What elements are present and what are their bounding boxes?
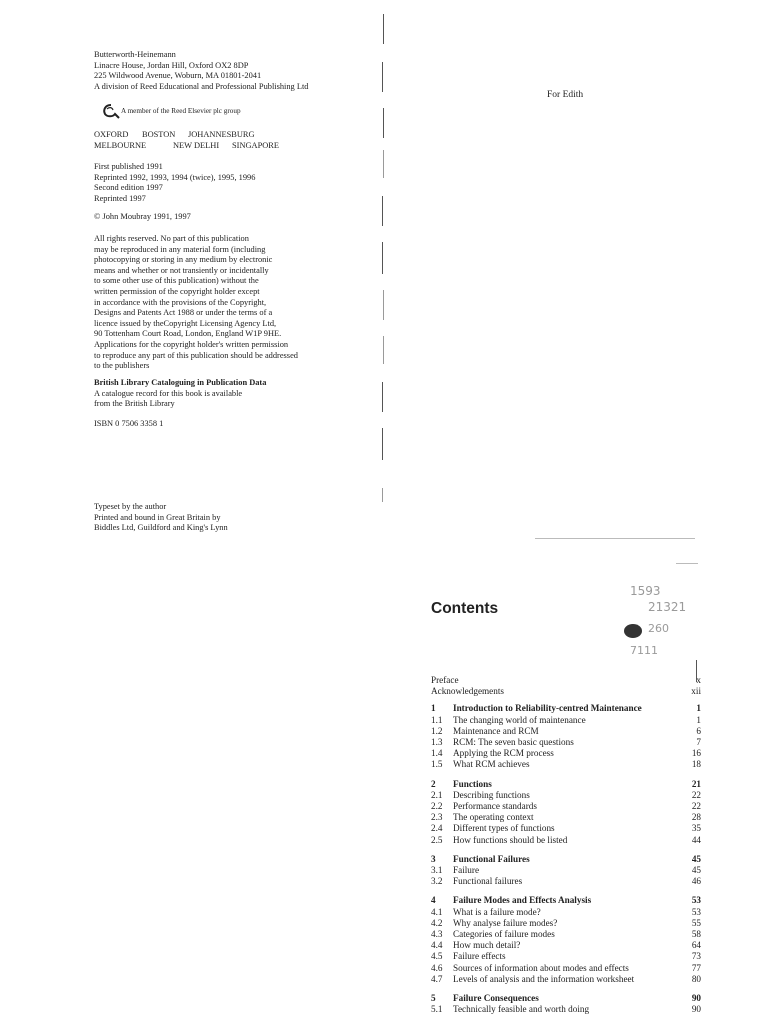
city: BOSTON [142,130,176,139]
chapter-number: 4 [431,895,436,906]
toc-entry-page: xii [691,686,701,697]
handwritten-note: 21321 [648,600,687,614]
section-title: Different types of functions [453,823,555,834]
section-page: 90 [691,1004,701,1015]
section-title: Describing functions [453,789,530,800]
section-title: How much detail? [453,940,521,951]
section-number: 4.4 [431,940,443,951]
publisher-line: Butterworth-Heinemann [94,50,176,59]
section-page: 1 [696,714,701,725]
history-line: Reprinted 1997 [94,193,146,203]
handwritten-note: 1593 [630,584,661,598]
section-number: 4.6 [431,962,443,973]
chapter-number: 1 [431,703,436,714]
section-page: 77 [691,962,701,973]
section-title: Sources of information about modes and effects [453,962,629,973]
toc-chapter [431,779,701,846]
rights-line: may be reproduced in any material form (including [94,244,266,254]
page-divider [535,538,695,539]
toc-chapter [431,854,701,888]
city: NEW DELHI [173,140,220,150]
toc-section[interactable] [431,715,701,726]
section-page: 22 [691,801,701,812]
section-title: Failure [453,865,480,876]
chapter-title: Functional Failures [453,853,530,864]
section-title: Levels of analysis and the information worksheet [453,973,635,984]
history-line: First published 1991 [94,162,163,171]
rights-line: Applications for the copyright holder's written permission [94,339,289,349]
section-title: Why analyse failure modes? [453,917,558,928]
section-title: What RCM achieves [453,759,530,770]
city: SINGAPORE [232,140,279,150]
section-number: 1.2 [431,725,443,736]
section-number: 1.5 [431,759,443,770]
section-page: 18 [691,759,701,770]
cip-data [94,378,266,410]
cip-line: A catalogue record for this book is available [94,388,243,398]
chapter-page: 45 [691,853,701,864]
toc-entry[interactable] [431,675,701,686]
toc-section[interactable] [431,876,701,887]
page-corner-line [676,563,698,564]
section-title: The changing world of maintenance [453,714,586,725]
section-page: 7 [696,737,701,748]
publisher-address [94,50,308,92]
chapter-page: 53 [691,895,701,906]
section-title: The operating context [453,812,534,823]
cip-heading: British Library Cataloguing in Publication Data [94,378,267,387]
section-page: 16 [691,748,701,759]
section-page: 35 [691,823,701,834]
toc-section[interactable] [431,737,701,748]
toc-chapter-heading[interactable] [431,895,701,906]
section-number: 4.3 [431,929,443,940]
section-number: 1.1 [431,714,443,725]
chapter-number: 5 [431,993,436,1004]
section-number: 2.1 [431,789,443,800]
section-number: 1.4 [431,748,443,759]
rights-line: All rights reserved. No part of this publication [94,234,249,243]
history-line: Second edition 1997 [94,183,163,193]
toc-section[interactable] [431,951,701,962]
section-number: 2.4 [431,823,443,834]
rights-line: to the publishers [94,361,150,371]
section-number: 4.2 [431,917,443,928]
section-title: Performance standards [453,801,537,812]
toc-section[interactable] [431,812,701,823]
section-number: 3.2 [431,876,443,887]
toc-section[interactable] [431,790,701,801]
print-line: Typeset by the author [94,502,167,511]
section-title: Applying the RCM process [453,748,554,759]
section-page: 73 [691,951,701,962]
rights-line: to reproduce any part of this publication should be addressed [94,350,298,360]
section-title: Maintenance and RCM [453,725,539,736]
chapter-page: 90 [691,993,701,1004]
reed-elsevier-logo-icon [102,103,120,119]
toc-section[interactable] [431,940,701,951]
section-page: 64 [691,940,701,951]
toc-entry-title: Preface [431,675,459,685]
toc-section[interactable] [431,963,701,974]
section-title: What is a failure mode? [453,906,541,917]
rights-line: photocopying or storing in any medium by electronic [94,255,273,265]
reed-elsevier-member [102,103,241,119]
toc-section[interactable] [431,918,701,929]
chapter-title: Failure Modes and Effects Analysis [453,895,592,906]
section-number: 2.5 [431,834,443,845]
section-page: 80 [691,973,701,984]
toc-chapter-heading[interactable] [431,703,701,714]
section-number: 3.1 [431,865,443,876]
dedication: For Edith [547,90,584,100]
rights-line: written permission of the copyright holder except [94,286,260,296]
chapter-number: 2 [431,778,436,789]
rights-line: Designs and Patents Act 1988 or under the terms of a [94,308,273,318]
toc-chapter-heading[interactable] [431,854,701,865]
city: JOHANNESBURG [188,130,255,139]
toc-section[interactable] [431,801,701,812]
ink-blot [624,624,642,638]
section-number: 1.3 [431,737,443,748]
section-title: Functional failures [453,876,523,887]
handwritten-note: 260 [648,622,669,635]
chapter-number: 3 [431,853,436,864]
toc-entry-page: x [696,675,701,685]
section-page: 28 [691,812,701,823]
chapter-page: 1 [696,703,701,714]
toc-chapter [431,895,701,985]
toc-entry-title: Acknowledgements [431,686,504,697]
table-of-contents [431,675,701,1015]
toc-section[interactable] [431,1004,701,1015]
rights-line: to some other use of this publication) without the [94,276,259,286]
print-line: Biddles Ltd, Guildford and King's Lynn [94,523,228,533]
history-line: Reprinted 1992, 1993, 1994 (twice), 1995, 1996 [94,172,256,182]
print-line: Printed and bound in Great Britain by [94,512,221,522]
section-page: 45 [691,865,701,876]
chapter-title: Functions [453,778,492,789]
cip-line: from the British Library [94,399,175,409]
publication-history [94,162,255,204]
section-page: 55 [691,917,701,928]
section-page: 53 [691,906,701,917]
contents-title: Contents [431,600,499,617]
section-page: 22 [691,789,701,800]
publisher-line: Linacre House, Jordan Hill, Oxford OX2 8DP [94,60,249,70]
section-number: 4.7 [431,973,443,984]
section-title: How functions should be listed [453,834,568,845]
section-number: 4.1 [431,906,443,917]
toc-section[interactable] [431,865,701,876]
section-number: 4.5 [431,951,443,962]
rights-statement [94,234,298,372]
toc-section[interactable] [431,726,701,737]
toc-chapter-heading[interactable] [431,993,701,1004]
cities [94,130,294,151]
toc-section[interactable] [431,974,701,985]
toc-chapter-heading[interactable] [431,779,701,790]
toc-chapter [431,993,701,1015]
city: OXFORD [94,130,129,139]
rights-line: licence issued by theCopyright Licensing Agency Ltd, [94,318,277,328]
section-number: 2.3 [431,812,443,823]
isbn: ISBN 0 7506 3358 1 [94,419,164,428]
section-page: 6 [696,725,701,736]
section-page: 44 [691,834,701,845]
rights-line: 90 Tottenham Court Road, London, England W1P 9HE. [94,329,282,339]
publisher-line: 225 Wildwood Avenue, Woburn, MA 01801-2041 [94,71,262,81]
chapter-title: Failure Consequences [453,993,539,1004]
chapter-title: Introduction to Reliability-centred Maintenance [453,703,642,714]
section-number: 2.2 [431,801,443,812]
rights-line: means and whether or not transiently or incidentally [94,265,269,275]
toc-chapter [431,703,701,770]
chapter-page: 21 [691,778,701,789]
member-note: A member of the Reed Elsevier plc group [121,106,241,115]
toc-section[interactable] [431,929,701,940]
handwritten-note: 7111 [630,644,658,657]
section-page: 58 [691,929,701,940]
toc-entry[interactable] [431,686,701,697]
section-title: Categories of failure modes [453,929,555,940]
toc-section[interactable] [431,748,701,759]
section-number: 5.1 [431,1004,443,1015]
rights-line: in accordance with the provisions of the Copyright, [94,297,267,307]
section-page: 46 [691,876,701,887]
section-title: Technically feasible and worth doing [453,1004,590,1015]
section-title: Failure effects [453,951,506,962]
city: MELBOURNE [94,140,147,150]
toc-section[interactable] [431,835,701,846]
toc-section[interactable] [431,759,701,770]
toc-section[interactable] [431,823,701,834]
toc-section[interactable] [431,907,701,918]
section-title: RCM: The seven basic questions [453,737,574,748]
toc-front-matter [431,675,701,697]
printer-info [94,502,228,534]
publisher-line: A division of Reed Educational and Professional Publishing Ltd [94,81,309,91]
copyright-notice: © John Moubray 1991, 1997 [94,212,191,221]
